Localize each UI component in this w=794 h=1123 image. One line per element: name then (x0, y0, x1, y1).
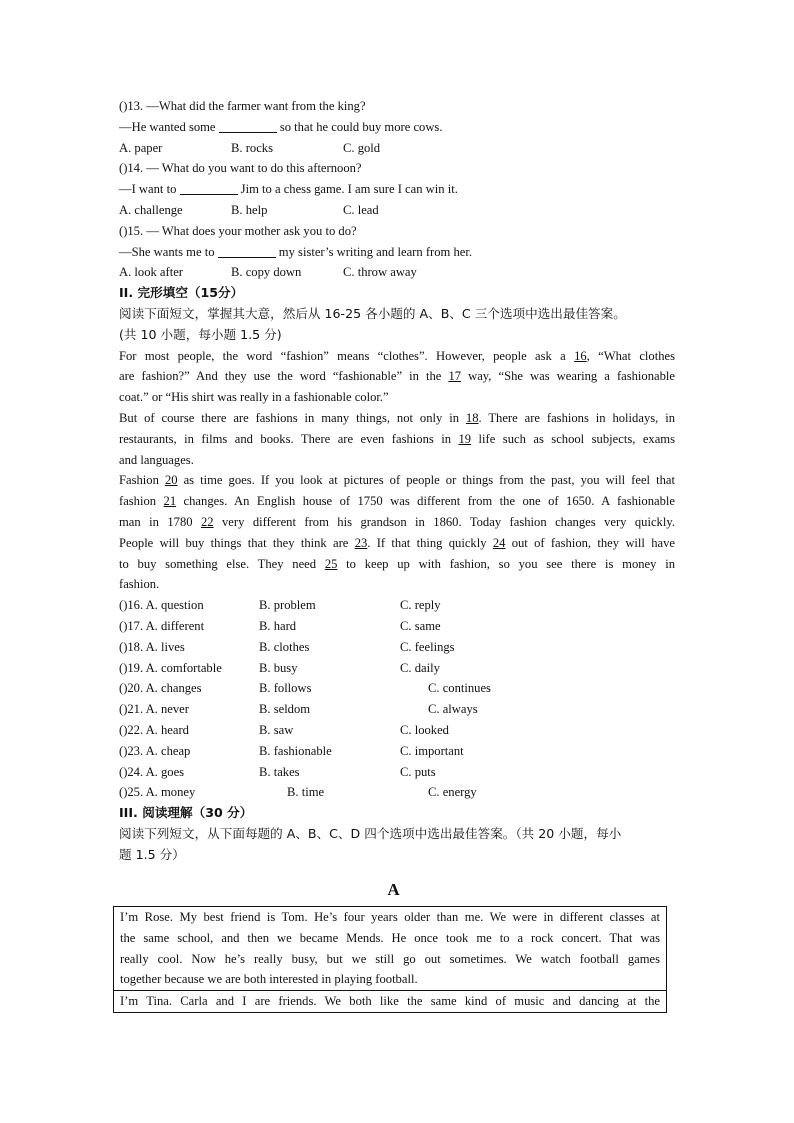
passage-text: as time goes. If you look at pictures of people or things from the past, you will feel that (177, 473, 675, 488)
question-option-b: B. time (287, 785, 325, 800)
question-option-c: C. looked (400, 722, 449, 737)
q13-option-c: C. gold (343, 140, 381, 155)
cloze-instructions: 阅读下面短文，掌握其大意，然后从 16-25 各小题的 A、B、C 三个选项中选出最佳答案。 (119, 305, 626, 321)
passage-text: out of fashion, they will have (505, 535, 675, 550)
q13-answer-post: so that he could buy more cows. (276, 119, 443, 134)
passage-text: man in 1780 (119, 514, 201, 529)
question-option-a: ()17. A. different (119, 618, 205, 633)
blank-24: 24 (492, 535, 506, 550)
rose-line-2: the same school, and then we became Mends. He once took me to a rock concert. That was (120, 930, 660, 945)
passage-line-11 (119, 554, 675, 575)
passage-text: way, “She was wearing a fashionable (461, 369, 676, 384)
question-17 (119, 616, 675, 637)
question-option-b: B. seldom (259, 702, 311, 717)
question-22 (119, 720, 675, 741)
q13-options (119, 138, 675, 159)
passage-text: to buy something else. They need (119, 556, 325, 571)
passage-text: changes. An English house of 1750 was different from the one of 1650. A fashionable (176, 494, 675, 509)
blank-16: 16 (574, 348, 587, 363)
question-option-b: B. hard (259, 618, 297, 633)
passage-text: People will buy things that they think are (119, 535, 355, 550)
blank-25: 25 (324, 556, 338, 571)
q15-option-b: B. copy down (231, 265, 302, 280)
question-option-c: C. puts (400, 764, 436, 779)
blank-17: 17 (448, 369, 462, 384)
passage-tina (114, 991, 666, 1012)
q15-option-c: C. throw away (343, 265, 417, 280)
question-24 (119, 762, 675, 783)
question-option-b: B. problem (259, 598, 316, 613)
q15-stem: ()15. — What does your mother ask you to do? (119, 223, 357, 238)
passage-text: , “What clothes (586, 348, 675, 363)
section-title-cloze: II. 完形填空（15分） (119, 285, 244, 301)
passage-text: are fashion?” And they use the word “fashionable” in the (119, 369, 449, 384)
exam-page (119, 96, 675, 905)
question-option-c: C. same (400, 618, 441, 633)
passage-text: But of course there are fashions in many things, not only in (119, 410, 466, 425)
passage-line-6: and languages. (119, 452, 194, 467)
question-option-b: B. busy (259, 660, 298, 675)
question-option-b: B. follows (259, 681, 312, 696)
question-option-a: ()19. A. comfortable (119, 660, 222, 675)
passage-line-7 (119, 470, 675, 491)
q14-answer-line (119, 179, 675, 200)
question-option-a: ()22. A. heard (119, 722, 189, 737)
passage-text: to keep up with fashion, so you see there is money in (337, 556, 675, 571)
blank-23: 23 (354, 535, 368, 550)
reading-section-label: A (387, 880, 400, 900)
question-option-c: C. reply (400, 598, 441, 613)
cloze-instructions-2: (共 10 小题，每小题 1.5 分) (119, 326, 282, 342)
q15-option-a: A. look after (119, 265, 183, 280)
blank-18: 18 (465, 410, 479, 425)
passage-line-5 (119, 429, 675, 450)
rose-line-3: really cool. Now he’s really busy, but we still go out sometimes. We watch football games (120, 951, 660, 966)
q14-option-c: C. lead (343, 202, 379, 217)
passage-text: . If that thing quickly (367, 535, 493, 550)
q14-option-a: A. challenge (119, 202, 183, 217)
q13-answer-line (119, 117, 675, 138)
q15-answer-post: my sister’s writing and learn from her. (275, 244, 472, 259)
q13-option-b: B. rocks (231, 140, 273, 155)
question-option-b: B. fashionable (259, 743, 332, 758)
q13-blank (219, 118, 277, 133)
question-option-b: B. saw (259, 722, 294, 737)
question-option-a: ()24. A. goes (119, 764, 185, 779)
section-title-reading: III. 阅读理解（30 分） (119, 805, 253, 821)
passage-line-9 (119, 512, 675, 533)
question-option-c: C. daily (400, 660, 440, 675)
question-option-a: ()25. A. money (119, 785, 196, 800)
q14-options (119, 200, 675, 221)
q14-option-b: B. help (231, 202, 268, 217)
question-option-c: C. always (428, 702, 478, 717)
passage-line-12: fashion. (119, 577, 160, 592)
question-19 (119, 658, 675, 679)
q13-answer-pre: —He wanted some (119, 119, 219, 134)
reading-instructions: 阅读下列短文，从下面每题的 A、B、C、D 四个选项中选出最佳答案。（共 20 小题，每小 (119, 825, 622, 841)
question-16 (119, 595, 675, 616)
question-option-a: ()18. A. lives (119, 639, 185, 654)
passage-text: . There are fashions in holidays, in (478, 410, 675, 425)
question-option-b: B. takes (259, 764, 300, 779)
passage-rose (114, 907, 666, 991)
passage-text: Fashion (119, 473, 165, 488)
rose-line-1: I’m Rose. My best friend is Tom. He’s four years older than me. We were in different classes at (120, 910, 660, 924)
question-option-c: C. continues (428, 681, 491, 696)
q15-answer-line (119, 242, 675, 263)
blank-20: 20 (164, 473, 178, 488)
question-23 (119, 741, 675, 762)
passage-text: very different from his grandson in 1860. Today fashion changes very quickly. (213, 514, 675, 529)
rose-line-4: together because we are both interested in playing football. (120, 972, 418, 987)
q13-option-a: A. paper (119, 140, 163, 155)
passage-line-4 (119, 408, 675, 429)
question-option-a: ()16. A. question (119, 598, 204, 613)
passage-line-2 (119, 366, 675, 387)
q14-answer-pre: —I want to (119, 182, 180, 197)
blank-21: 21 (163, 494, 177, 509)
blank-19: 19 (458, 431, 472, 446)
question-option-c: C. energy (428, 785, 477, 800)
q15-options (119, 262, 675, 283)
passage-line-10 (119, 533, 675, 554)
question-option-b: B. clothes (259, 639, 310, 654)
question-option-c: C. feelings (400, 639, 455, 654)
passage-line-3: coat.” or “His shirt was really in a fashionable color.” (119, 390, 389, 405)
question-21 (119, 699, 675, 720)
question-25 (119, 782, 675, 803)
passage-line-8 (119, 491, 675, 512)
tina-line-1: I’m Tina. Carla and I are friends. We both like the same kind of music and dancing at the (120, 994, 660, 1009)
passage-text: For most people, the word “fashion” means “clothes”. However, people ask a (119, 348, 575, 363)
question-18 (119, 637, 675, 658)
question-option-a: ()21. A. never (119, 702, 189, 717)
question-20 (119, 678, 675, 699)
blank-22: 22 (200, 514, 214, 529)
q15-blank (218, 243, 276, 258)
q14-stem: ()14. — What do you want to do this afternoon? (119, 161, 362, 176)
q15-answer-pre: —She wants me to (119, 244, 218, 259)
reading-instructions-2: 题 1.5 分） (119, 846, 185, 862)
passage-text: life such as school subjects, exams (471, 431, 676, 446)
reading-passage-box (113, 906, 667, 1013)
question-option-a: ()20. A. changes (119, 681, 202, 696)
passage-text: restaurants, in films and books. There are even fashions in (119, 431, 459, 446)
question-option-c: C. important (400, 743, 464, 758)
q14-blank (180, 180, 238, 195)
question-option-a: ()23. A. cheap (119, 743, 191, 758)
passage-text: fashion (119, 494, 164, 509)
passage-line-1 (119, 346, 675, 367)
q13-stem: ()13. —What did the farmer want from the king? (119, 99, 366, 113)
q14-answer-post: Jim to a chess game. I am sure I can win it. (237, 182, 458, 197)
